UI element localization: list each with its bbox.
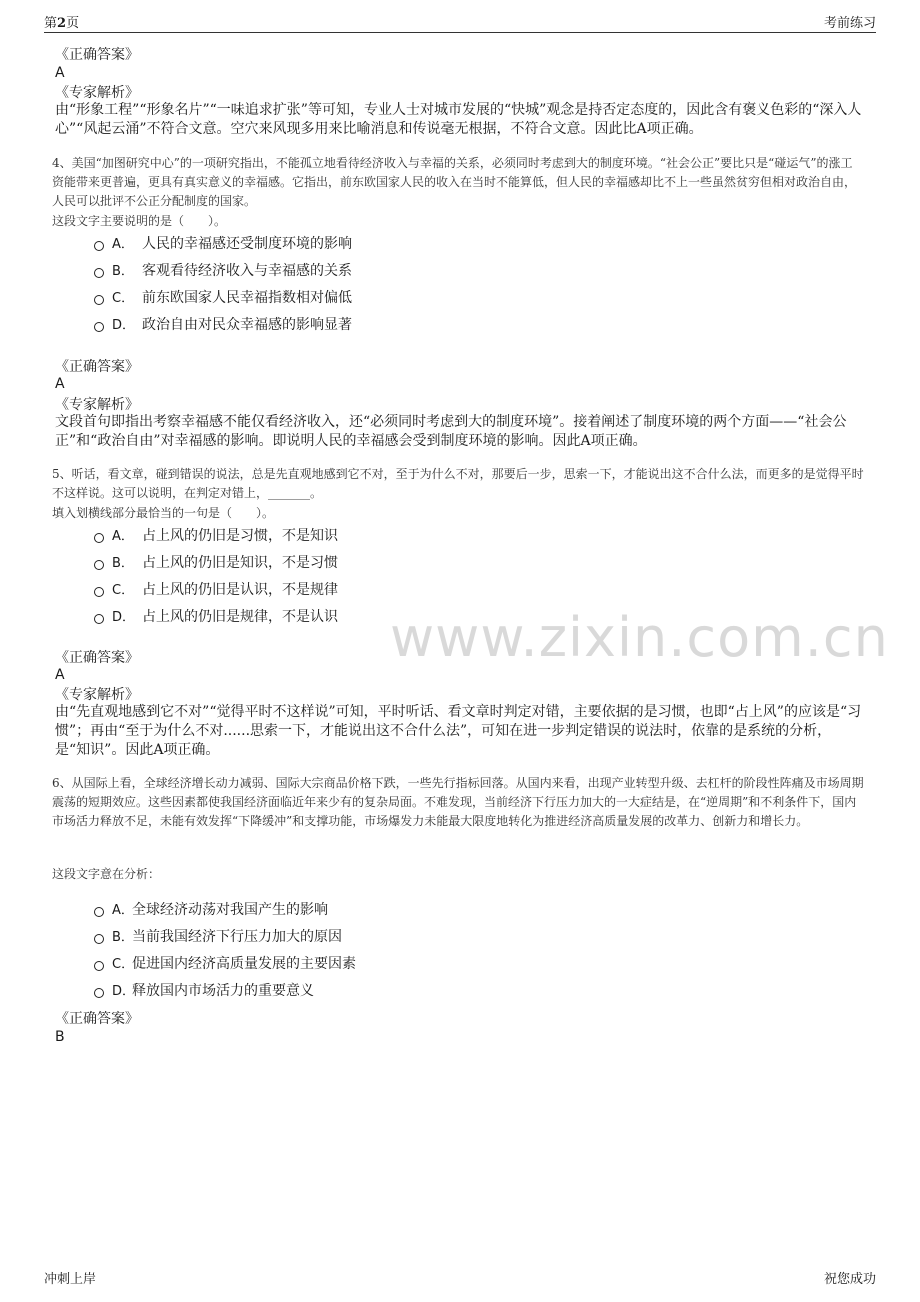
q4-analysis: 文段首句即指出考察幸福感不能仅看经济收入，还“必须同时考虑到大的制度环境”。接着阐述了制度环境的两个方面——“社会公正”和“政治自由”对幸福感的影响。即说明人民的幸福感会受到制度环境的影响。因此A项正确。: [55, 414, 847, 449]
q6-question: 6、从国际上看，全球经济增长动力减弱、国际大宗商品价格下跌，一些先行指标回落。从国内来看，出现产业转型升级、去杠杆的阶段性阵痛及市场周期震荡的短期效应。这些因素都使我国经济面临近年来少有的复杂局面。不难发现，当前经济下行压力加大的一大症结是，在“逆周期”和不利条件下，国内市场活力释放不足，未能有效发挥“下降缓冲”和支撑功能，市场爆发力未能最大限度地转化为推进经济高质量发展的改革力、创新力和增长力。: [52, 776, 864, 828]
q4-question: 4、美国“加图研究中心”的一项研究指出，不能孤立地看待经济收入与幸福的关系，必须同时考虑到大的制度环境。“社会公正”要比只是“碰运气”的涨工资能带来更普遍，更具有真实意义的幸福感。它指出，前东欧国家人民的收入在当时不能算低，但人民的幸福感却比不上一些虽然贫穷但相对政治自由，人民可以批评不公正分配制度的国家。: [52, 156, 857, 208]
q5-options: [94, 521, 338, 629]
radio-icon[interactable]: [94, 934, 104, 944]
q6-options: [94, 895, 356, 1003]
q6-option-d[interactable]: D． 释放国内市场活力的重要意义: [94, 976, 356, 1003]
q3-analysis-label: 《专家解析》: [55, 85, 139, 101]
q5-question: 5、听话，看文章，碰到错误的说法，总是先直观地感到它不对，至于为什么不对，那要后一步，思索一下，才能说出这不合什么法，而更多的是觉得平时不这样说。这可以说明，在判定对错上，_______。: [52, 467, 864, 500]
q4-option-c[interactable]: C． 前东欧国家人民幸福指数相对偏低: [94, 283, 352, 310]
q4-answer-label: 《正确答案》: [55, 359, 139, 375]
q6-option-a[interactable]: A． 全球经济动荡对我国产生的影响: [94, 895, 356, 922]
q5-analysis-label: 《专家解析》: [55, 687, 139, 703]
watermark: www.zixin.com.cn: [390, 606, 889, 669]
q4-stem: 这段文字主要说明的是（ ）。: [52, 214, 227, 228]
q3-answer-label: 《正确答案》: [55, 47, 139, 63]
q4-option-a[interactable]: A． 人民的幸福感还受制度环境的影响: [94, 229, 352, 256]
q6-option-b[interactable]: B． 当前我国经济下行压力加大的原因: [94, 922, 356, 949]
radio-icon[interactable]: [94, 533, 104, 543]
q5-option-d[interactable]: D． 占上风的仍旧是规律，不是认识: [94, 602, 338, 629]
radio-icon[interactable]: [94, 322, 104, 332]
q6-option-c[interactable]: C． 促进国内经济高质量发展的主要因素: [94, 949, 356, 976]
q4-option-b[interactable]: B． 客观看待经济收入与幸福感的关系: [94, 256, 352, 283]
q6-answer: B: [55, 1029, 65, 1045]
q5-option-a[interactable]: A． 占上风的仍旧是习惯，不是知识: [94, 521, 338, 548]
radio-icon[interactable]: [94, 268, 104, 278]
radio-icon[interactable]: [94, 587, 104, 597]
q5-stem: 填入划横线部分最恰当的一句是（ ）。: [52, 506, 275, 520]
footer-right: 祝您成功: [823, 1272, 876, 1287]
radio-icon[interactable]: [94, 907, 104, 917]
q4-analysis-label: 《专家解析》: [55, 397, 139, 413]
q4-options: [94, 229, 352, 337]
q6-answer-label: 《正确答案》: [55, 1011, 139, 1027]
page-header: [44, 10, 876, 33]
q6-stem: 这段文字意在分析：: [52, 867, 161, 881]
q5-option-c[interactable]: C． 占上风的仍旧是认识，不是规律: [94, 575, 338, 602]
q5-answer: A: [55, 667, 65, 683]
footer-left: 冲刺上岸: [44, 1272, 97, 1287]
radio-icon[interactable]: [94, 961, 104, 971]
q5-analysis: 由“先直观地感到它不对”“觉得平时不这样说”可知，平时听话、看文章时判定对错，主要依据的是习惯，也即“占上风”的应该是“习惯”；再由“至于为什么不对......思索一下，才能说出这不合什么法”，可知在进一步判定错误的说法时，依靠的是系统的分析，是“知识”。因此A项正确。: [55, 704, 862, 758]
q3-analysis: 由“形象工程”“形象名片”“一味追求扩张”等可知，专业人士对城市发展的“快城”观念是持否定态度的，因此含有褒义色彩的“深入人心”“风起云涌”不符合文意。空穴来风现多用来比喻消息和传说毫无根据，不符合文意。因此比A项正确。: [55, 102, 862, 137]
page-number: 第2页: [44, 16, 80, 31]
radio-icon[interactable]: [94, 614, 104, 624]
radio-icon[interactable]: [94, 295, 104, 305]
radio-icon[interactable]: [94, 560, 104, 570]
q4-option-d[interactable]: D． 政治自由对民众幸福感的影响显著: [94, 310, 352, 337]
radio-icon[interactable]: [94, 241, 104, 251]
q5-option-b[interactable]: B． 占上风的仍旧是知识，不是习惯: [94, 548, 338, 575]
q3-answer: A: [55, 65, 65, 81]
radio-icon[interactable]: [94, 988, 104, 998]
q4-answer: A: [55, 376, 65, 392]
header-title: 考前练习: [823, 16, 876, 31]
q5-answer-label: 《正确答案》: [55, 650, 139, 666]
